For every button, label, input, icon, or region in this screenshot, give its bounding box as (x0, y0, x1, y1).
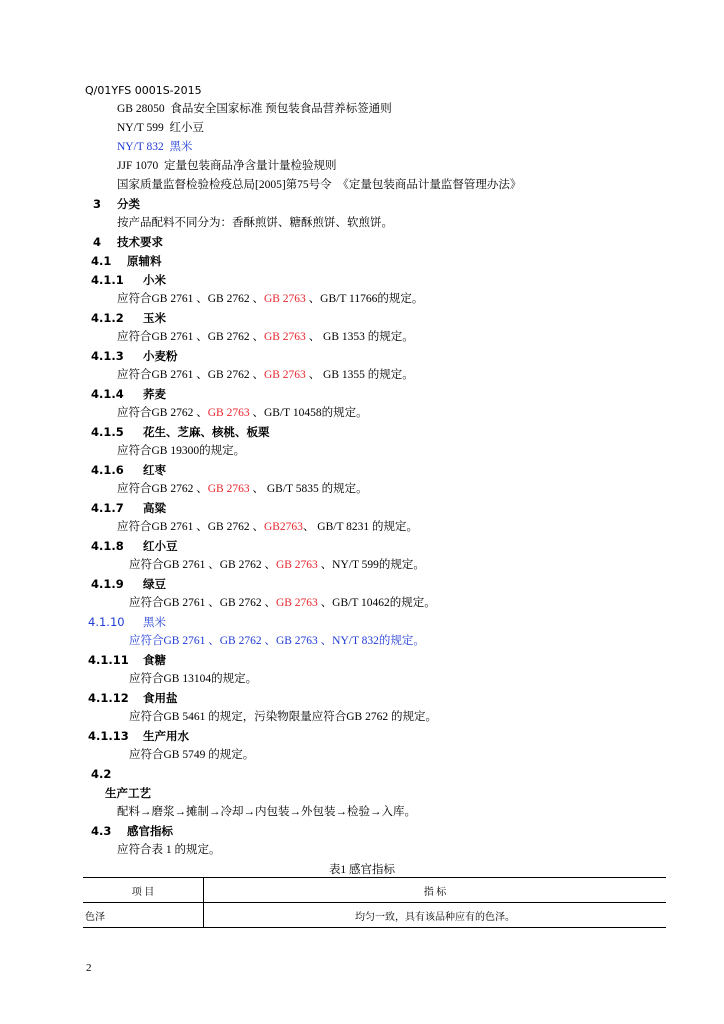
item-body: 应符合GB 2761 、GB 2762 、GB2763、 GB/T 8231 的规定。 (117, 521, 419, 533)
item-heading: 4.1.3 小麦粉 (91, 349, 178, 363)
document-code: Q/01YFS 0001S-2015 (85, 84, 202, 97)
item-heading: 4.1.6 红枣 (91, 463, 166, 477)
section-heading: 4 技术要求 (93, 235, 163, 249)
reference-line: GB 28050 食品安全国家标准 预包装食品营养标签通则 (117, 103, 392, 115)
item-heading: 4.1.11 食糖 (88, 653, 166, 667)
section-body: 按产品配料不同分为：香酥煎饼、糖酥煎饼、软煎饼。 (117, 217, 393, 229)
item-heading: 4.1.2 玉米 (91, 311, 166, 325)
item-heading: 4.1.4 荞麦 (91, 387, 166, 401)
section-body: 应符合表 1 的规定。 (117, 844, 221, 856)
reference-line: NY/T 832 黑米 (117, 141, 193, 153)
page-number: 2 (86, 962, 92, 974)
item-heading: 4.1.8 红小豆 (91, 539, 178, 553)
item-body: 应符合GB 2761 、GB 2762 、GB 2763 、 GB 1353 的规定。 (117, 331, 414, 343)
item-heading: 4.1.12 食用盐 (88, 691, 178, 705)
table-title: 表1 感官指标 (328, 864, 396, 876)
item-heading: 4.1.5 花生、芝麻、核桃、板栗 (91, 425, 270, 439)
item-body: 应符合GB 2762 、GB 2763 、 GB/T 5835 的规定。 (117, 483, 368, 495)
reference-line: 国家质量监督检验检疫总局[2005]第75号令 《定量包装商品计量监督管理办法》 (117, 179, 522, 191)
item-heading: 4.1.9 绿豆 (91, 577, 166, 591)
table-header-row (83, 878, 666, 903)
item-heading: 4.1.13 生产用水 (88, 729, 189, 743)
item-heading: 4.1.7 高粱 (91, 501, 166, 515)
item-body: 应符合GB 2761 、GB 2762 、GB 2763 、NY/T 599的规定。 (129, 559, 425, 571)
table-cell: 均匀一致，具有该品种应有的色泽。 (204, 903, 667, 928)
item-body: 应符合GB 2761 、GB 2762 、GB 2763 、 GB 1355 的规定。 (117, 369, 414, 381)
section-heading: 3 分类 (93, 197, 140, 211)
table-row (83, 903, 666, 928)
section-heading: 4.3 感官指标 (91, 824, 173, 838)
sensory-table (83, 877, 666, 928)
item-body: 应符合GB 2762 、GB 2763 、GB/T 10458的规定。 (117, 407, 368, 419)
item-heading: 4.1.10 黑米 (88, 615, 166, 629)
table-cell: 色泽 (83, 903, 204, 928)
item-body: 应符合GB 2761 、GB 2762 、GB 2763 、NY/T 832的规定。 (129, 635, 425, 647)
table-header: 指 标 (204, 878, 667, 903)
section-heading: 生产工艺 (105, 786, 151, 800)
item-body: 应符合GB 13104的规定。 (129, 673, 258, 685)
reference-line: JJF 1070 定量包装商品净含量计量检验规则 (117, 160, 337, 172)
item-heading: 4.1.1 小米 (91, 273, 166, 287)
reference-line: NY/T 599 红小豆 (117, 122, 204, 134)
section-body: 配料→磨浆→摊制→冷却→内包装→外包装→检验→入库。 (117, 806, 416, 818)
item-body: 应符合GB 5461 的规定，污染物限量应符合GB 2762 的规定。 (129, 711, 437, 723)
item-body: 应符合GB 2761 、GB 2762 、GB 2763 、GB/T 11766的规定。 (117, 293, 424, 305)
item-body: 应符合GB 5749 的规定。 (129, 749, 255, 761)
item-body: 应符合GB 2761 、GB 2762 、GB 2763 、GB/T 10462的规定。 (129, 597, 436, 609)
item-body: 应符合GB 19300的规定。 (117, 445, 246, 457)
section-heading: 4.1 原辅料 (91, 254, 162, 268)
table-header: 项 目 (83, 878, 204, 903)
section-heading: 4.2 (91, 767, 112, 781)
